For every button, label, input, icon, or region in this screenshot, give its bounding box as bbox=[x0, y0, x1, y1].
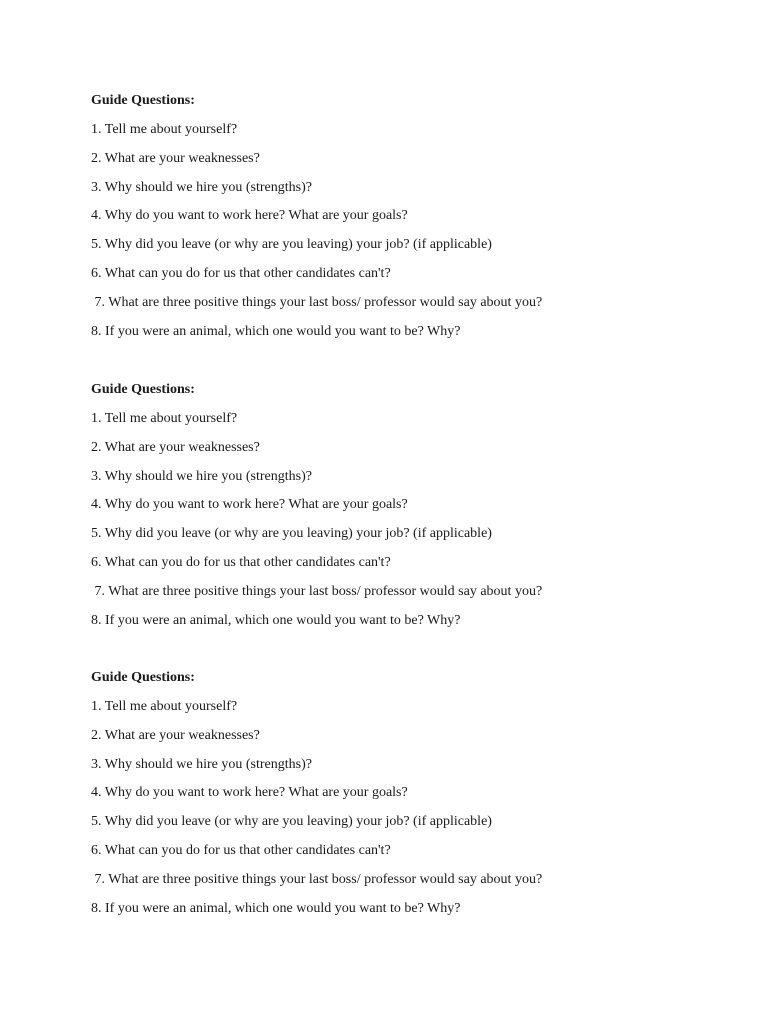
question-item-8: 8. If you were an animal, which one would you want to be? Why? bbox=[91, 900, 461, 916]
question-item-1: 1. Tell me about yourself? bbox=[91, 699, 238, 714]
section-heading: Guide Questions: bbox=[91, 382, 195, 397]
question-item-6: 6. What can you do for us that other candidates can't? bbox=[91, 554, 391, 570]
question-item-2: 2. What are your weaknesses? bbox=[91, 150, 260, 166]
question-item-3: 3. Why should we hire you (strengths)? bbox=[91, 179, 312, 195]
question-item-6: 6. What can you do for us that other candidates can't? bbox=[91, 265, 391, 281]
question-list bbox=[91, 410, 711, 640]
question-item-4: 4. Why do you want to work here? What are your goals? bbox=[91, 497, 408, 513]
question-item-5: 5. Why did you leave (or why are you leaving) your job? (if applicable) bbox=[91, 814, 492, 830]
question-item-2: 2. What are your weaknesses? bbox=[91, 727, 260, 743]
question-list bbox=[91, 121, 711, 351]
question-item-5: 5. Why did you leave (or why are you leaving) your job? (if applicable) bbox=[91, 526, 492, 542]
guide-questions-section-3 bbox=[91, 669, 711, 928]
section-heading: Guide Questions: bbox=[91, 670, 195, 685]
question-item-7: 7. What are three positive things your last boss/ professor would say about you? bbox=[91, 871, 543, 887]
question-item-1: 1. Tell me about yourself? bbox=[91, 411, 238, 426]
question-item-6: 6. What can you do for us that other candidates can't? bbox=[91, 842, 391, 858]
section-heading: Guide Questions: bbox=[91, 93, 195, 108]
question-item-8: 8. If you were an animal, which one would you want to be? Why? bbox=[91, 612, 461, 628]
guide-questions-section-2 bbox=[91, 381, 711, 640]
question-item-8: 8. If you were an animal, which one would you want to be? Why? bbox=[91, 323, 461, 339]
question-item-5: 5. Why did you leave (or why are you leaving) your job? (if applicable) bbox=[91, 237, 492, 253]
question-item-7: 7. What are three positive things your last boss/ professor would say about you? bbox=[91, 583, 543, 599]
guide-questions-section-1 bbox=[91, 92, 711, 351]
question-item-7: 7. What are three positive things your last boss/ professor would say about you? bbox=[91, 294, 543, 310]
question-item-3: 3. Why should we hire you (strengths)? bbox=[91, 756, 312, 772]
question-list bbox=[91, 698, 711, 928]
question-item-4: 4. Why do you want to work here? What are your goals? bbox=[91, 208, 408, 224]
question-item-1: 1. Tell me about yourself? bbox=[91, 122, 238, 137]
question-item-4: 4. Why do you want to work here? What are your goals? bbox=[91, 785, 408, 801]
question-item-2: 2. What are your weaknesses? bbox=[91, 439, 260, 455]
question-item-3: 3. Why should we hire you (strengths)? bbox=[91, 468, 312, 484]
